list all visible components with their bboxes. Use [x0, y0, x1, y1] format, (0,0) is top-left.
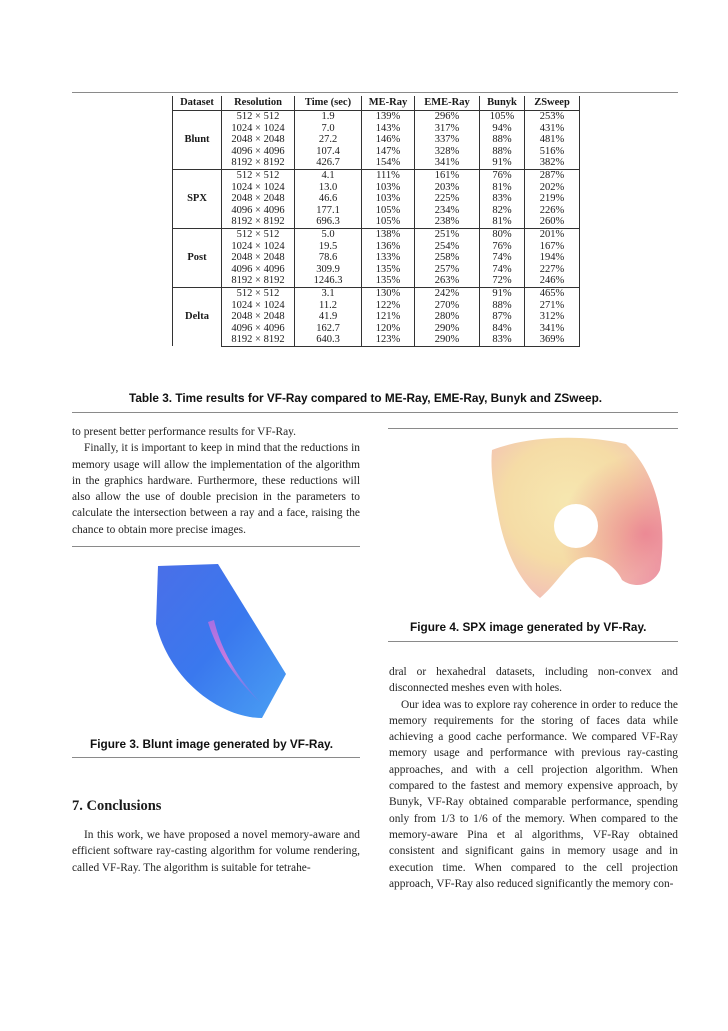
- table-cell: 135%: [362, 264, 415, 276]
- table-cell: 121%: [362, 311, 415, 323]
- table-cell: 122%: [362, 300, 415, 312]
- table-cell: 258%: [415, 252, 480, 264]
- table-cell: 290%: [415, 334, 480, 346]
- table-cell: 4096 × 4096: [222, 146, 295, 158]
- table-cell: 225%: [415, 193, 480, 205]
- table-cell: 4.1: [295, 169, 362, 181]
- table-cell: 162.7: [295, 323, 362, 335]
- table-cell: 177.1: [295, 205, 362, 217]
- table-cell: 80%: [480, 228, 525, 240]
- table-cell: 290%: [415, 323, 480, 335]
- table-row: [173, 228, 580, 240]
- table-cell: 146%: [362, 134, 415, 146]
- table-caption: Table 3. Time results for VF-Ray compared to ME-Ray, EME-Ray, Bunyk and ZSweep.: [129, 391, 603, 405]
- figure3-caption: Figure 3. Blunt image generated by VF-Ray.: [90, 737, 333, 751]
- table-row: [173, 334, 580, 346]
- table-cell: 88%: [480, 146, 525, 158]
- table-cell: 103%: [362, 193, 415, 205]
- table-cell: 3.1: [295, 287, 362, 299]
- table-row: [173, 123, 580, 135]
- table-cell: 341%: [525, 323, 580, 335]
- table-cell: 135%: [362, 275, 415, 287]
- table-cell: 227%: [525, 264, 580, 276]
- table-cell: 161%: [415, 169, 480, 181]
- table-cell: 136%: [362, 241, 415, 253]
- blunt-body-shape: [156, 564, 286, 718]
- table-cell: 103%: [362, 182, 415, 194]
- column-header: Time (sec): [295, 96, 362, 111]
- table-cell: 123%: [362, 334, 415, 346]
- table-cell: 94%: [480, 123, 525, 135]
- table-cell: 271%: [525, 300, 580, 312]
- table-cell: 2048 × 2048: [222, 252, 295, 264]
- table-cell: 202%: [525, 182, 580, 194]
- table-cell: 82%: [480, 205, 525, 217]
- column-header: Resolution: [222, 96, 295, 111]
- table-cell: 234%: [415, 205, 480, 217]
- table-cell: 253%: [525, 111, 580, 123]
- table-cell: 337%: [415, 134, 480, 146]
- table-cell: 46.6: [295, 193, 362, 205]
- figure4-caption: Figure 4. SPX image generated by VF-Ray.: [410, 620, 647, 634]
- table-cell: 111%: [362, 169, 415, 181]
- table-cell: 238%: [415, 216, 480, 228]
- table-cell: 431%: [525, 123, 580, 135]
- right-column-text: [389, 664, 678, 892]
- table-row: [173, 216, 580, 228]
- table-cell: 317%: [415, 123, 480, 135]
- table-row: [173, 193, 580, 205]
- table-cell: 13.0: [295, 182, 362, 194]
- paragraph: to present better performance results for VF-Ray.: [72, 426, 296, 438]
- table-cell: 87%: [480, 311, 525, 323]
- paragraph: Finally, it is important to keep in mind that the reductions in memory usage will allow the implementation of the algorithm in the graphics hardware. Furthermore, these reductions will also allow the use of double precision in the parameters to calculate the intersection between a ray and a face, raising the chance to obtain more precise images.: [72, 442, 360, 536]
- table-cell: 512 × 512: [222, 169, 295, 181]
- table-cell: 83%: [480, 193, 525, 205]
- table-cell: 1024 × 1024: [222, 182, 295, 194]
- table-cell: 72%: [480, 275, 525, 287]
- table-cell: 1.9: [295, 111, 362, 123]
- table-cell: 280%: [415, 311, 480, 323]
- dataset-cell: SPX: [173, 169, 222, 228]
- figure3-bottom-rule: [72, 757, 360, 758]
- table-cell: 81%: [480, 216, 525, 228]
- table-cell: 105%: [362, 216, 415, 228]
- dataset-cell: Blunt: [173, 111, 222, 170]
- table-cell: 512 × 512: [222, 111, 295, 123]
- table-cell: 1024 × 1024: [222, 300, 295, 312]
- table-row: [173, 182, 580, 194]
- table-row: [173, 323, 580, 335]
- table-row: [173, 111, 580, 123]
- table-cell: 41.9: [295, 311, 362, 323]
- table-cell: 194%: [525, 252, 580, 264]
- table-cell: 147%: [362, 146, 415, 158]
- table-cell: 78.6: [295, 252, 362, 264]
- table-row: [173, 169, 580, 181]
- table-cell: 167%: [525, 241, 580, 253]
- dataset-cell: Post: [173, 228, 222, 287]
- table-cell: 257%: [415, 264, 480, 276]
- table-cell: 481%: [525, 134, 580, 146]
- table-cell: 76%: [480, 241, 525, 253]
- table-row: [173, 252, 580, 264]
- table-cell: 201%: [525, 228, 580, 240]
- spx-hole: [554, 504, 598, 548]
- table-cell: 296%: [415, 111, 480, 123]
- section-heading: 7. Conclusions: [72, 798, 162, 814]
- figure4-bottom-rule: [388, 641, 678, 642]
- table-cell: 242%: [415, 287, 480, 299]
- paragraph: In this work, we have proposed a novel memory-aware and efficient software ray-casting algorithm for volume rendering, called VF-Ray. The algorithm is suitable for tetrahe-: [72, 829, 360, 874]
- table-row: [173, 275, 580, 287]
- table-cell: 328%: [415, 146, 480, 158]
- column-header: Dataset: [173, 96, 222, 111]
- table-cell: 2048 × 2048: [222, 311, 295, 323]
- table-cell: 105%: [362, 205, 415, 217]
- table-cell: 27.2: [295, 134, 362, 146]
- table-cell: 309.9: [295, 264, 362, 276]
- table-cell: 696.3: [295, 216, 362, 228]
- table-cell: 83%: [480, 334, 525, 346]
- table-cell: 2048 × 2048: [222, 134, 295, 146]
- table-cell: 251%: [415, 228, 480, 240]
- table-cell: 154%: [362, 157, 415, 169]
- table-cell: 88%: [480, 300, 525, 312]
- table-cell: 516%: [525, 146, 580, 158]
- table-cell: 8192 × 8192: [222, 334, 295, 346]
- table-cell: 1024 × 1024: [222, 123, 295, 135]
- table-cell: 74%: [480, 264, 525, 276]
- dataset-cell: Delta: [173, 287, 222, 346]
- table-row: [173, 311, 580, 323]
- table-cell: 270%: [415, 300, 480, 312]
- table-header-row: [173, 96, 580, 111]
- table-cell: 254%: [415, 241, 480, 253]
- column-header: ME-Ray: [362, 96, 415, 111]
- table-row: [173, 300, 580, 312]
- table-cell: 219%: [525, 193, 580, 205]
- figure3-top-rule: [72, 546, 360, 547]
- paragraph: Our idea was to explore ray coherence in order to reduce the memory requirements for the storing of faces data while achieving a good cache performance. We compared VF-Ray memory usage and performance with previous ray-casting approaches, and with a cell projection algorithm. When compared to the fastest and memory expensive approach, by Bunyk, VF-Ray obtained comparable performance, spending only from 1/3 to 1/6 of the memory. When compared to the memory-aware Pina et al algorithms, VF-Ray obtained consistent and significant gains in memory usage and in execution time. When compared to the cell projection approach, VF-Ray also reduced significantly the memory con-: [389, 698, 678, 890]
- table-cell: 263%: [415, 275, 480, 287]
- figure4-spx-image: [478, 430, 670, 602]
- table-cell: 226%: [525, 205, 580, 217]
- table-cell: 7.0: [295, 123, 362, 135]
- figure3-blunt-image: [150, 562, 288, 722]
- figure4-top-rule: [388, 428, 678, 429]
- table-cell: 8192 × 8192: [222, 216, 295, 228]
- table-cell: 139%: [362, 111, 415, 123]
- table-cell: 465%: [525, 287, 580, 299]
- table-cell: 11.2: [295, 300, 362, 312]
- left-column-text: [72, 424, 360, 538]
- table-cell: 84%: [480, 323, 525, 335]
- table-cell: 133%: [362, 252, 415, 264]
- table-cell: 512 × 512: [222, 228, 295, 240]
- table-cell: 640.3: [295, 334, 362, 346]
- table-cell: 1024 × 1024: [222, 241, 295, 253]
- table-row: [173, 241, 580, 253]
- table-cell: 312%: [525, 311, 580, 323]
- table-cell: 88%: [480, 134, 525, 146]
- table-cell: 74%: [480, 252, 525, 264]
- table-cell: 512 × 512: [222, 287, 295, 299]
- results-table: [172, 96, 580, 347]
- table-cell: 76%: [480, 169, 525, 181]
- table-cell: 105%: [480, 111, 525, 123]
- column-header: Bunyk: [480, 96, 525, 111]
- table-cell: 5.0: [295, 228, 362, 240]
- table-cell: 4096 × 4096: [222, 264, 295, 276]
- column-header: EME-Ray: [415, 96, 480, 111]
- table-cell: 81%: [480, 182, 525, 194]
- table-cell: 260%: [525, 216, 580, 228]
- table-row: [173, 205, 580, 217]
- table-cell: 91%: [480, 157, 525, 169]
- table-cell: 143%: [362, 123, 415, 135]
- table-cell: 8192 × 8192: [222, 275, 295, 287]
- table-cell: 246%: [525, 275, 580, 287]
- table-cell: 91%: [480, 287, 525, 299]
- top-rule: [72, 92, 678, 93]
- table-row: [173, 264, 580, 276]
- table-cell: 2048 × 2048: [222, 193, 295, 205]
- table-cell: 107.4: [295, 146, 362, 158]
- table-bottom-rule: [72, 412, 678, 413]
- paragraph: dral or hexahedral datasets, including non-convex and disconnected meshes even with holes.: [389, 666, 678, 695]
- table-cell: 426.7: [295, 157, 362, 169]
- table-row: [173, 146, 580, 158]
- table-cell: 130%: [362, 287, 415, 299]
- table-cell: 138%: [362, 228, 415, 240]
- table-row: [173, 287, 580, 299]
- table-cell: 382%: [525, 157, 580, 169]
- table-cell: 1246.3: [295, 275, 362, 287]
- table-cell: 4096 × 4096: [222, 323, 295, 335]
- table-cell: 4096 × 4096: [222, 205, 295, 217]
- table-cell: 369%: [525, 334, 580, 346]
- table-cell: 287%: [525, 169, 580, 181]
- table-cell: 120%: [362, 323, 415, 335]
- table-row: [173, 134, 580, 146]
- table-row: [173, 157, 580, 169]
- table-cell: 203%: [415, 182, 480, 194]
- table-cell: 8192 × 8192: [222, 157, 295, 169]
- table-cell: 19.5: [295, 241, 362, 253]
- conclusions-text: [72, 827, 360, 876]
- column-header: ZSweep: [525, 96, 580, 111]
- table-cell: 341%: [415, 157, 480, 169]
